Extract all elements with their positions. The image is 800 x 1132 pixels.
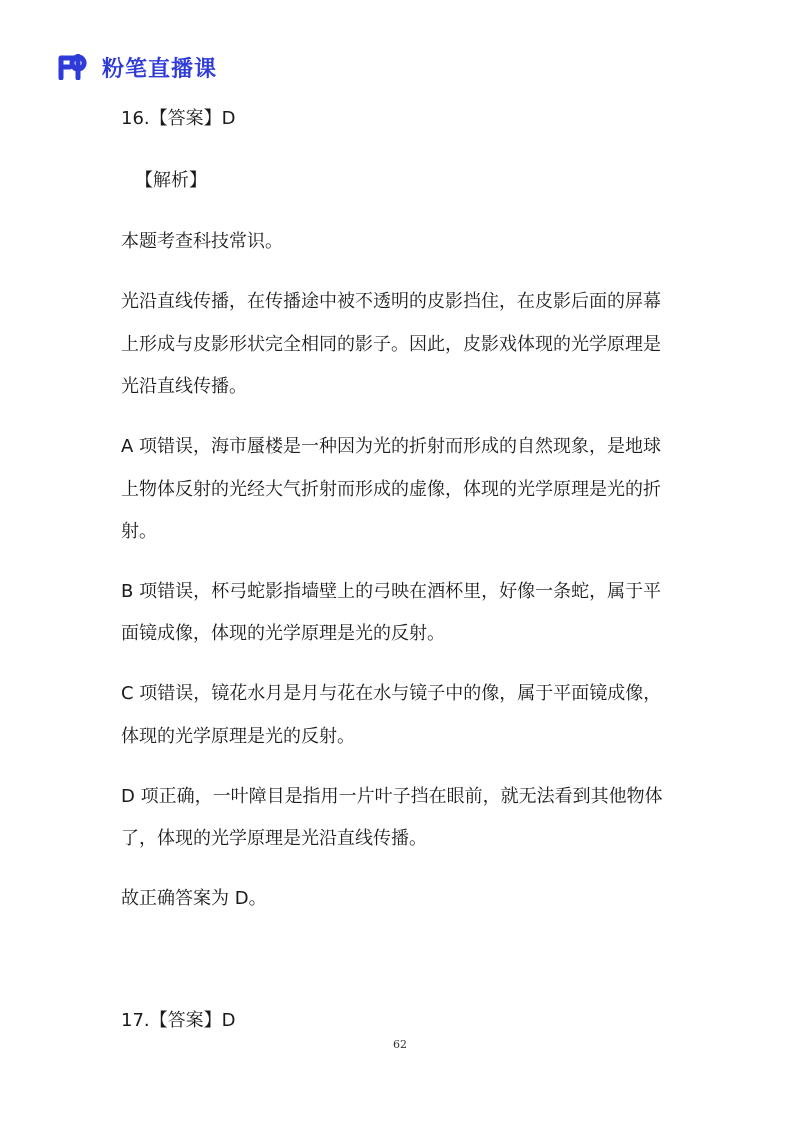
brand-text: 粉笔直播课: [102, 56, 218, 82]
option-a-line: 上物体反射的光经大气折射而形成的虚像，体现的光学原理是光的折: [121, 479, 661, 500]
option-a-line: 射。: [121, 521, 157, 542]
q16-analysis-label: 【解析】: [135, 170, 207, 191]
q17-answer: 17.【答案】D: [121, 1010, 236, 1031]
option-d-line: D 项正确，一叶障目是指用一片叶子挡在眼前，就无法看到其他物体: [121, 786, 663, 807]
option-b-line: B 项错误，杯弓蛇影指墙壁上的弓映在酒杯里，好像一条蛇，属于平: [121, 581, 662, 602]
option-a-line: A 项错误，海市蜃楼是一种因为光的折射而形成的自然现象，是地球: [121, 436, 662, 457]
q16-paragraph-line: 光沿直线传播，在传播途中被不透明的皮影挡住，在皮影后面的屏幕: [121, 291, 661, 312]
option-c-line: 体现的光学原理是光的反射。: [121, 726, 355, 747]
q16-paragraph-line: 光沿直线传播。: [121, 376, 247, 397]
q16-paragraph-line: 上形成与皮影形状完全相同的影子。因此，皮影戏体现的光学原理是: [121, 334, 661, 355]
option-d-line: 了，体现的光学原理是光沿直线传播。: [121, 828, 427, 849]
page-number: 62: [393, 1038, 407, 1051]
option-c-line: C 项错误，镜花水月是月与花在水与镜子中的像，属于平面镜成像，: [121, 683, 662, 704]
q16-topic: 本题考查科技常识。: [121, 231, 283, 252]
fb-logo-icon: [58, 54, 94, 80]
option-b-line: 面镜成像，体现的光学原理是光的反射。: [121, 623, 445, 644]
brand-logo: [58, 52, 217, 82]
q16-conclusion: 故正确答案为 D。: [121, 888, 267, 909]
q16-answer: 16.【答案】D: [121, 108, 236, 129]
